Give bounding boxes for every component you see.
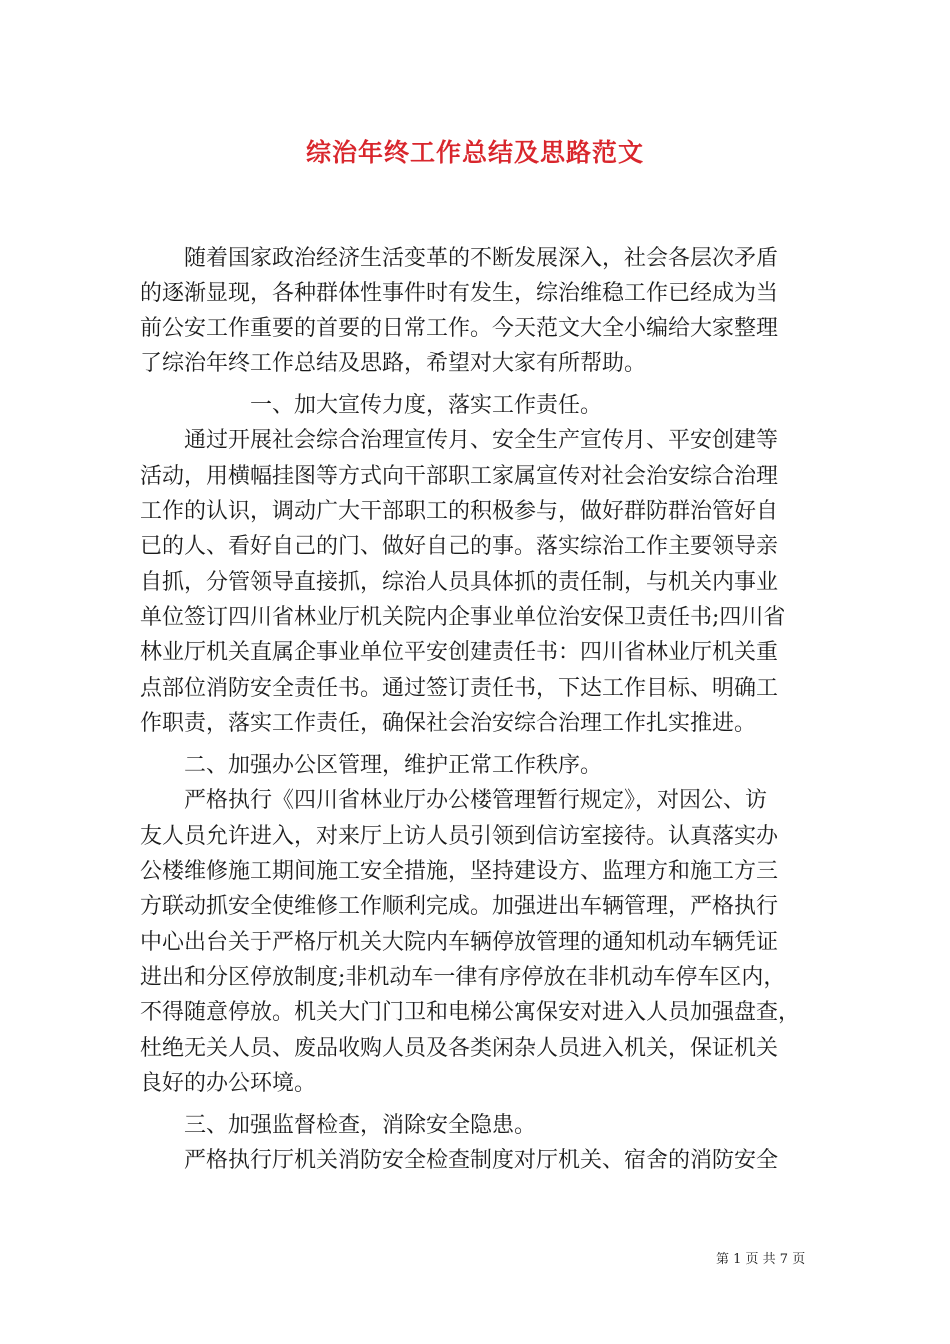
paragraph-line: 中心出台关于严格厅机关大院内车辆停放管理的通知机动车辆凭证 xyxy=(140,930,779,955)
paragraph-line: 严格执行厅机关消防安全检查制度对厅机关、宿舍的消防安全 xyxy=(140,1148,779,1173)
page-number: 第 1 页 共 7 页 xyxy=(716,1252,806,1267)
paragraph-line: 作职责，落实工作责任，确保社会治安综合治理工作扎实推进。 xyxy=(140,711,757,736)
section-heading: 三、加强监督检查，消除安全隐患。 xyxy=(140,1113,537,1138)
paragraph-line: 随着国家政治经济生活变革的不断发展深入，社会各层次矛盾 xyxy=(140,246,779,271)
paragraph-line: 良好的办公环境。 xyxy=(140,1071,317,1096)
paragraph-line: 的逐渐显现，各种群体性事件时有发生，综治维稳工作已经成为当 xyxy=(140,281,779,306)
paragraph-line: 公楼维修施工期间施工安全措施，坚持建设方、监理方和施工方三 xyxy=(140,859,779,884)
paragraph-line: 工作的认识，调动广大干部职工的积极参与，做好群防群治管好自 xyxy=(140,499,779,524)
document-title: 综治年终工作总结及思路范文 xyxy=(305,138,644,167)
paragraph-line: 单位签订四川省林业厅机关院内企事业单位治安保卫责任书;四川省 xyxy=(140,605,786,630)
paragraph-line: 了综治年终工作总结及思路，希望对大家有所帮助。 xyxy=(140,351,647,376)
paragraph-line: 友人员允许进入，对来厅上访人员引领到信访室接待。认真落实办 xyxy=(140,824,779,849)
paragraph-line: 进出和分区停放制度;非机动车一律有序停放在非机动车停车区内， xyxy=(140,965,786,990)
paragraph-line: 通过开展社会综合治理宣传月、安全生产宣传月、平安创建等 xyxy=(140,428,779,453)
paragraph-line: 不得随意停放。机关大门门卫和电梯公寓保安对进入人员加强盘查， xyxy=(140,1000,801,1025)
paragraph-line: 前公安工作重要的首要的日常工作。今天范文大全小编给大家整理 xyxy=(140,316,779,341)
section-heading: 二、加强办公区管理，维护正常工作秩序。 xyxy=(140,753,603,778)
paragraph-line: 林业厅机关直属企事业单位平安创建责任书：四川省林业厅机关重 xyxy=(140,640,779,665)
paragraph-line: 严格执行《四川省林业厅办公楼管理暂行规定》，对因公、访 xyxy=(140,788,768,813)
paragraph-line: 已的人、看好自己的门、做好自己的事。落实综治工作主要领导亲 xyxy=(140,534,779,559)
paragraph-line: 活动，用横幅挂图等方式向干部职工家属宣传对社会治安综合治理 xyxy=(140,464,779,489)
paragraph-line: 自抓，分管领导直接抓，综治人员具体抓的责任制，与机关内事业 xyxy=(140,570,779,595)
paragraph-line: 点部位消防安全责任书。通过签订责任书，下达工作目标、明确工 xyxy=(140,676,779,701)
paragraph-line: 杜绝无关人员、废品收购人员及各类闲杂人员进入机关，保证机关 xyxy=(140,1036,779,1061)
section-heading: 一、加大宣传力度，落实工作责任。 xyxy=(140,393,603,418)
paragraph-line: 方联动抓安全使维修工作顺利完成。加强进出车辆管理，严格执行 xyxy=(140,894,779,919)
